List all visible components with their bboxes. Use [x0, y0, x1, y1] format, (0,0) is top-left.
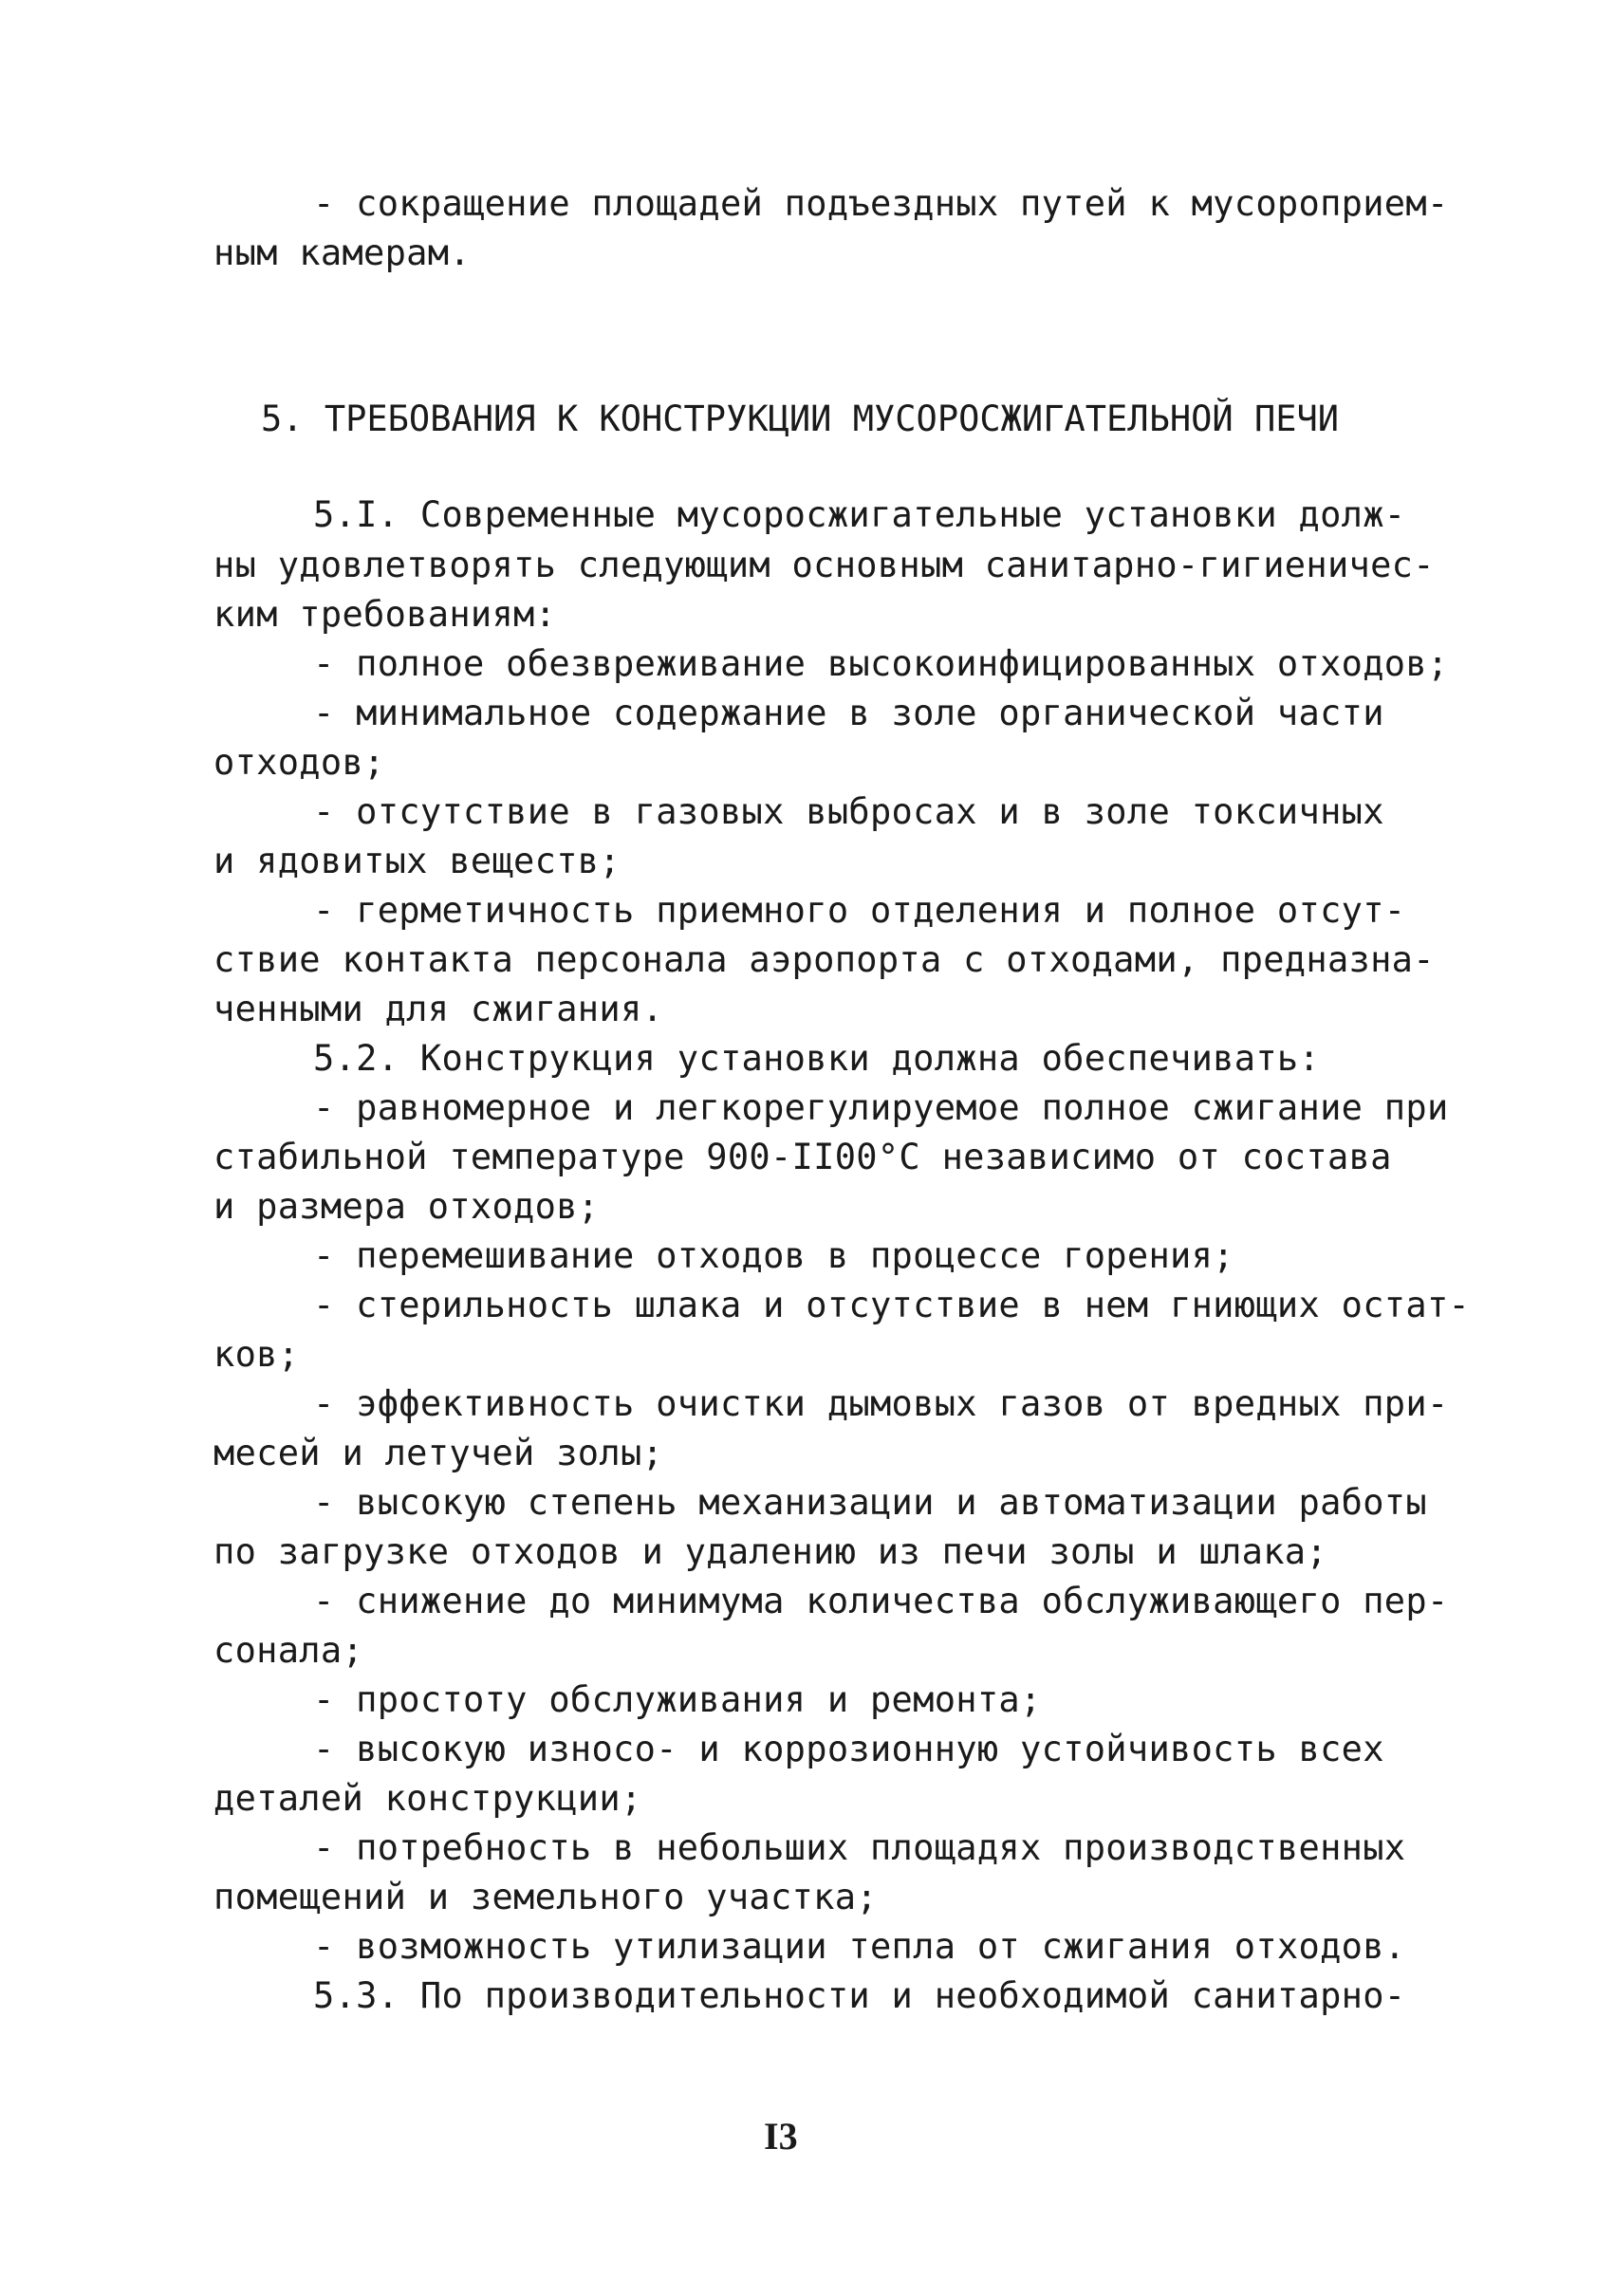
text-line: - сокращение площадей подъездных путей к мусороприем-: [313, 183, 1449, 224]
text-line: по загрузке отходов и удалению из печи золы и шлака;: [213, 1531, 1327, 1572]
text-line: - высокую износо- и коррозионную устойчивость всех: [313, 1729, 1384, 1769]
text-line: ким требованиям:: [213, 594, 557, 635]
text-line: ствие контакта персонала аэропорта с отходами, предназна-: [213, 939, 1435, 980]
text-line: стабильной температуре 900-II00°C независимо от состава: [213, 1137, 1392, 1177]
text-line: - возможность утилизации тепла от сжигания отходов.: [313, 1926, 1406, 1967]
text-line: ным камерам.: [213, 232, 471, 273]
text-line: - герметичность приемного отделения и полное отсут-: [313, 890, 1406, 931]
text-line: сонала;: [213, 1630, 364, 1671]
text-line: отходов;: [213, 742, 385, 783]
text-line: - перемешивание отходов в процессе горения;: [313, 1235, 1234, 1276]
text-line: - равномерное и легкорегулируемое полное сжигание при: [313, 1087, 1449, 1128]
text-line: ны удовлетворять следующим основным санитарно-гигиеничес-: [213, 545, 1435, 585]
text-line: - снижение до минимума количества обслуживающего пер-: [313, 1581, 1449, 1621]
text-line: - полное обезвреживание высокоинфицированных отходов;: [313, 643, 1449, 684]
text-line: 5.I. Современные мусоросжигательные установки долж-: [313, 494, 1406, 535]
page-number: I3: [764, 2115, 798, 2157]
text-line: - отсутствие в газовых выбросах и в золе токсичных: [313, 791, 1384, 832]
text-line: - эффективность очистки дымовых газов от вредных при-: [313, 1383, 1449, 1424]
text-line: деталей конструкции;: [213, 1778, 642, 1819]
section-heading: 5. ТРЕБОВАНИЯ К КОНСТРУКЦИИ МУСОРОСЖИГАТЕЛЬНОЙ ПЕЧИ: [261, 398, 1340, 439]
text-line: 5.2. Конструкция установки должна обеспечивать:: [313, 1038, 1321, 1079]
text-line: помещений и земельного участка;: [213, 1877, 878, 1917]
text-line: ков;: [213, 1334, 300, 1375]
text-line: - минимальное содержание в золе органической части: [313, 693, 1384, 733]
text-line: месей и летучей золы;: [213, 1433, 664, 1473]
text-line: - высокую степень механизации и автоматизации работы: [313, 1482, 1427, 1523]
text-line: и размера отходов;: [213, 1186, 600, 1227]
text-line: - простоту обслуживания и ремонта;: [313, 1679, 1042, 1720]
text-line: 5.3. По производительности и необходимой санитарно-: [313, 1975, 1406, 2016]
text-line: ченными для сжигания.: [213, 989, 664, 1029]
text-line: - стерильность шлака и отсутствие в нем гниющих остат-: [313, 1285, 1471, 1325]
text-line: и ядовитых веществ;: [213, 841, 621, 881]
text-line: - потребность в небольших площадях производственных: [313, 1827, 1406, 1868]
